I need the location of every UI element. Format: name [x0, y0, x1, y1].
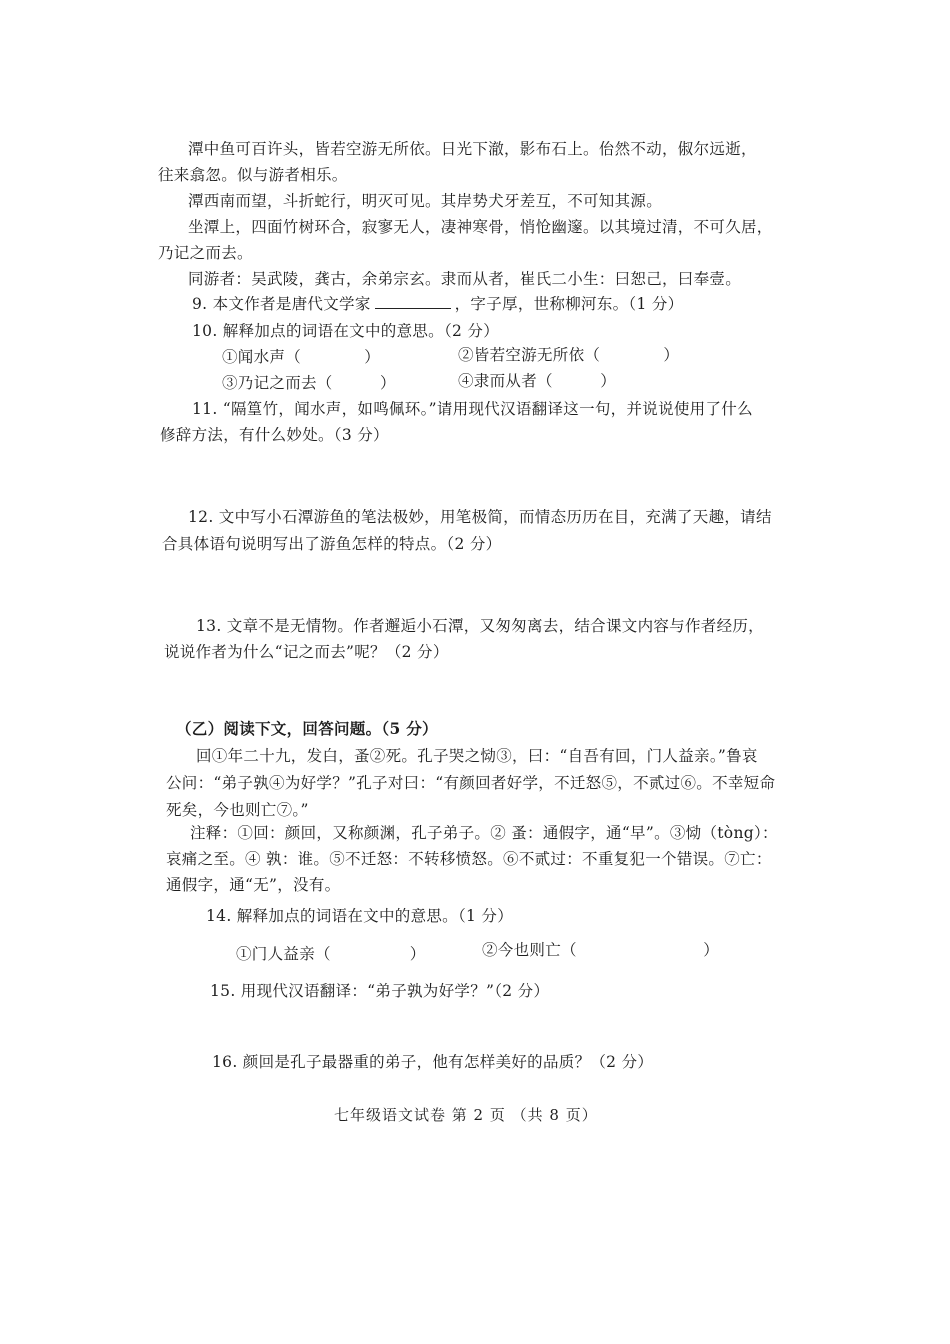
question-13-line: 说说作者为什么“记之而去”呢？（2 分）: [164, 643, 449, 661]
classical-text-line: 回①年二十九，发白，蚤②死。孔子哭之恸③，曰：“自吾有回，门人益亲。”鲁哀: [196, 747, 758, 765]
question-10-item-b: ②皆若空游无所依（ ）: [458, 346, 680, 364]
passage-line: 潭西南而望，斗折蛇行，明灭可见。其岸势犬牙差互，不可知其源。: [188, 192, 663, 210]
passage-line: 同游者：吴武陵，龚古，余弟宗玄。隶而从者，崔氏二小生：曰恕己，曰奉壹。: [188, 270, 742, 288]
question-13-line: 13. 文章不是无情物。作者邂逅小石潭，又匆匆离去，结合课文内容与作者经历，: [196, 617, 764, 635]
question-11-line: 11. “隔篁竹，闻水声，如鸣佩环。”请用现代汉语翻译这一句，并说说使用了什么: [192, 400, 753, 418]
section-b-heading: （乙）阅读下文，回答问题。（5 分）: [176, 719, 438, 738]
passage-line: 乃记之而去。: [158, 244, 253, 262]
question-16: 16. 颜回是孔子最器重的弟子，他有怎样美好的品质？（2 分）: [212, 1053, 654, 1071]
question-9-before: 9. 本文作者是唐代文学家: [192, 295, 371, 313]
question-9-after: ，字子厚，世称柳河东。（1 分）: [454, 295, 684, 313]
question-10-item-c: ③乃记之而去（ ）: [222, 374, 396, 392]
question-12-line: 12. 文中写小石潭游鱼的笔法极妙，用笔极简，而情态历历在目，充满了天趣，请结: [188, 508, 772, 526]
question-10-item-a: ①闻水声（ ）: [222, 348, 381, 366]
question-14-stem: 14. 解释加点的词语在文中的意思。（1 分）: [206, 907, 514, 925]
passage-line: 坐潭上，四面竹树环合，寂寥无人，凄神寒骨，悄怆幽邃。以其境过清，不可久居，: [188, 218, 773, 236]
annotation-line: 通假字，通“无”，没有。: [166, 876, 341, 894]
question-10-item-d: ④隶而从者（ ）: [458, 372, 617, 390]
passage-line: 潭中鱼可百许头，皆若空游无所依。日光下澈，影布石上。佁然不动，俶尔远逝，: [188, 140, 757, 158]
question-11-line: 修辞方法，有什么妙处。（3 分）: [160, 426, 389, 444]
page-footer: 七年级语文试卷 第 2 页 （共 8 页）: [334, 1106, 598, 1124]
question-9: [192, 294, 683, 314]
question-14-item-a: ①门人益亲（ ）: [236, 945, 426, 963]
question-10-stem: 10. 解释加点的词语在文中的意思。（2 分）: [192, 322, 500, 340]
annotation-line: 哀痛之至。④ 孰：谁。⑤不迁怒：不转移愤怒。⑥不贰过：不重复犯一个错误。⑦亡：: [166, 850, 772, 868]
annotation-line: 注释：①回：颜回，又称颜渊，孔子弟子。② 蚤：通假字，通“早”。③恸（tòng）：: [190, 824, 778, 842]
question-12-line: 合具体语句说明写出了游鱼怎样的特点。（2 分）: [162, 535, 502, 553]
passage-line: 往来翕忽。似与游者相乐。: [158, 166, 348, 184]
answer-blank[interactable]: [375, 294, 451, 309]
classical-text-line: 死矣，今也则亡⑦。”: [166, 801, 309, 819]
question-15: 15. 用现代汉语翻译：“弟子孰为好学？”（2 分）: [210, 982, 550, 1000]
classical-text-line: 公问：“弟子孰④为好学？”孔子对曰：“有颜回者好学，不迁怒⑤，不贰过⑥。不幸短命: [166, 774, 776, 792]
question-14-item-b: ②今也则亡（ ）: [482, 941, 720, 959]
